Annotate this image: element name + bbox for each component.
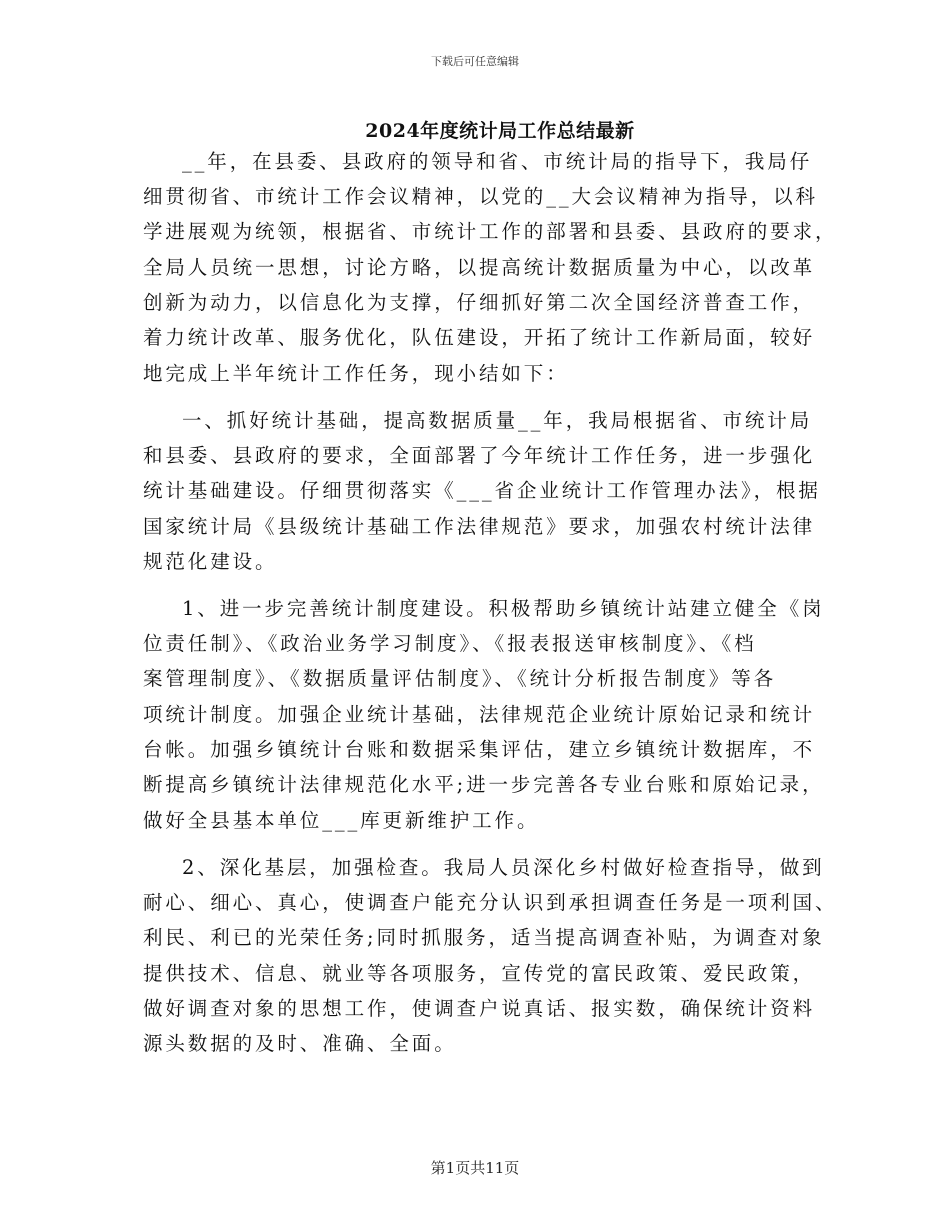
body-line: 利民、利已的光荣任务;同时抓服务，适当提高调查补贴，为调查对象 [143, 926, 825, 949]
body-line: 地完成上半年统计工作任务，现小结如下： [143, 362, 569, 385]
document-title: 2024年度统计局工作总结最新 [365, 120, 635, 142]
body-line: 断提高乡镇统计法律规范化水平;进一步完善各专业台账和原始记录， [143, 773, 825, 796]
body-line: 学进展观为统领，根据省、市统计工作的部署和县委、县政府的要求， [143, 220, 838, 243]
body-line: 创新为动力，以信息化为支撑，仔细抓好第二次全国经济普查工作， [143, 291, 816, 314]
body-line: 一、抓好统计基础，提高数据质量__年，我局根据省、市统计局 [182, 409, 813, 432]
body-line: __年，在县委、县政府的领导和省、市统计局的指导下，我局仔 [182, 150, 813, 173]
body-line: 位责任制》、《政治业务学习制度》、《报表报送审核制度》、《档 [143, 632, 757, 655]
body-line: 耐心、细心、真心，使调查户能充分认识到承担调查任务是一项利国、 [143, 891, 838, 914]
body-line: 1、进一步完善统计制度建设。积极帮助乡镇统计站建立健全《岗 [182, 597, 825, 620]
body-line: 源头数据的及时、准确、全面。 [143, 1032, 457, 1055]
page-number-footer: 第1页共11页 [430, 1159, 520, 1177]
header-note: 下载后可任意编辑 [431, 55, 519, 68]
body-line: 全局人员统一思想，讨论方略，以提高统计数据质量为中心，以改革 [143, 256, 816, 279]
body-line: 2、深化基层，加强检查。我局人员深化乡村做好检查指导，做到 [182, 856, 825, 879]
body-line: 做好全县基本单位___库更新维护工作。 [143, 809, 540, 832]
body-line: 提供技术、信息、就业等各项服务，宣传党的富民政策、爱民政策， [143, 962, 816, 985]
body-line: 着力统计改革、服务优化，队伍建设，开拓了统计工作新局面，较好 [143, 326, 816, 349]
body-line: 统计基础建设。仔细贯彻落实《___省企业统计工作管理办法》，根据 [143, 479, 821, 502]
body-line: 项统计制度。加强企业统计基础，法律规范企业统计原始记录和统计 [143, 703, 816, 726]
body-line: 和县委、县政府的要求，全面部署了今年统计工作任务，进一步强化 [143, 444, 816, 467]
body-line: 规范化建设。 [143, 550, 278, 573]
body-line: 国家统计局《县级统计基础工作法律规范》要求，加强农村统计法律 [143, 515, 816, 538]
body-line: 台帐。加强乡镇统计台账和数据采集评估，建立乡镇统计数据库，不 [143, 738, 816, 761]
body-line: 细贯彻省、市统计工作会议精神，以党的__大会议精神为指导，以科 [143, 185, 818, 208]
body-line: 做好调查对象的思想工作，使调查户说真话、报实数，确保统计资料 [143, 997, 816, 1020]
body-line: 案管理制度》、《数据质量评估制度》、《统计分析报告制度》等各 [143, 667, 777, 690]
